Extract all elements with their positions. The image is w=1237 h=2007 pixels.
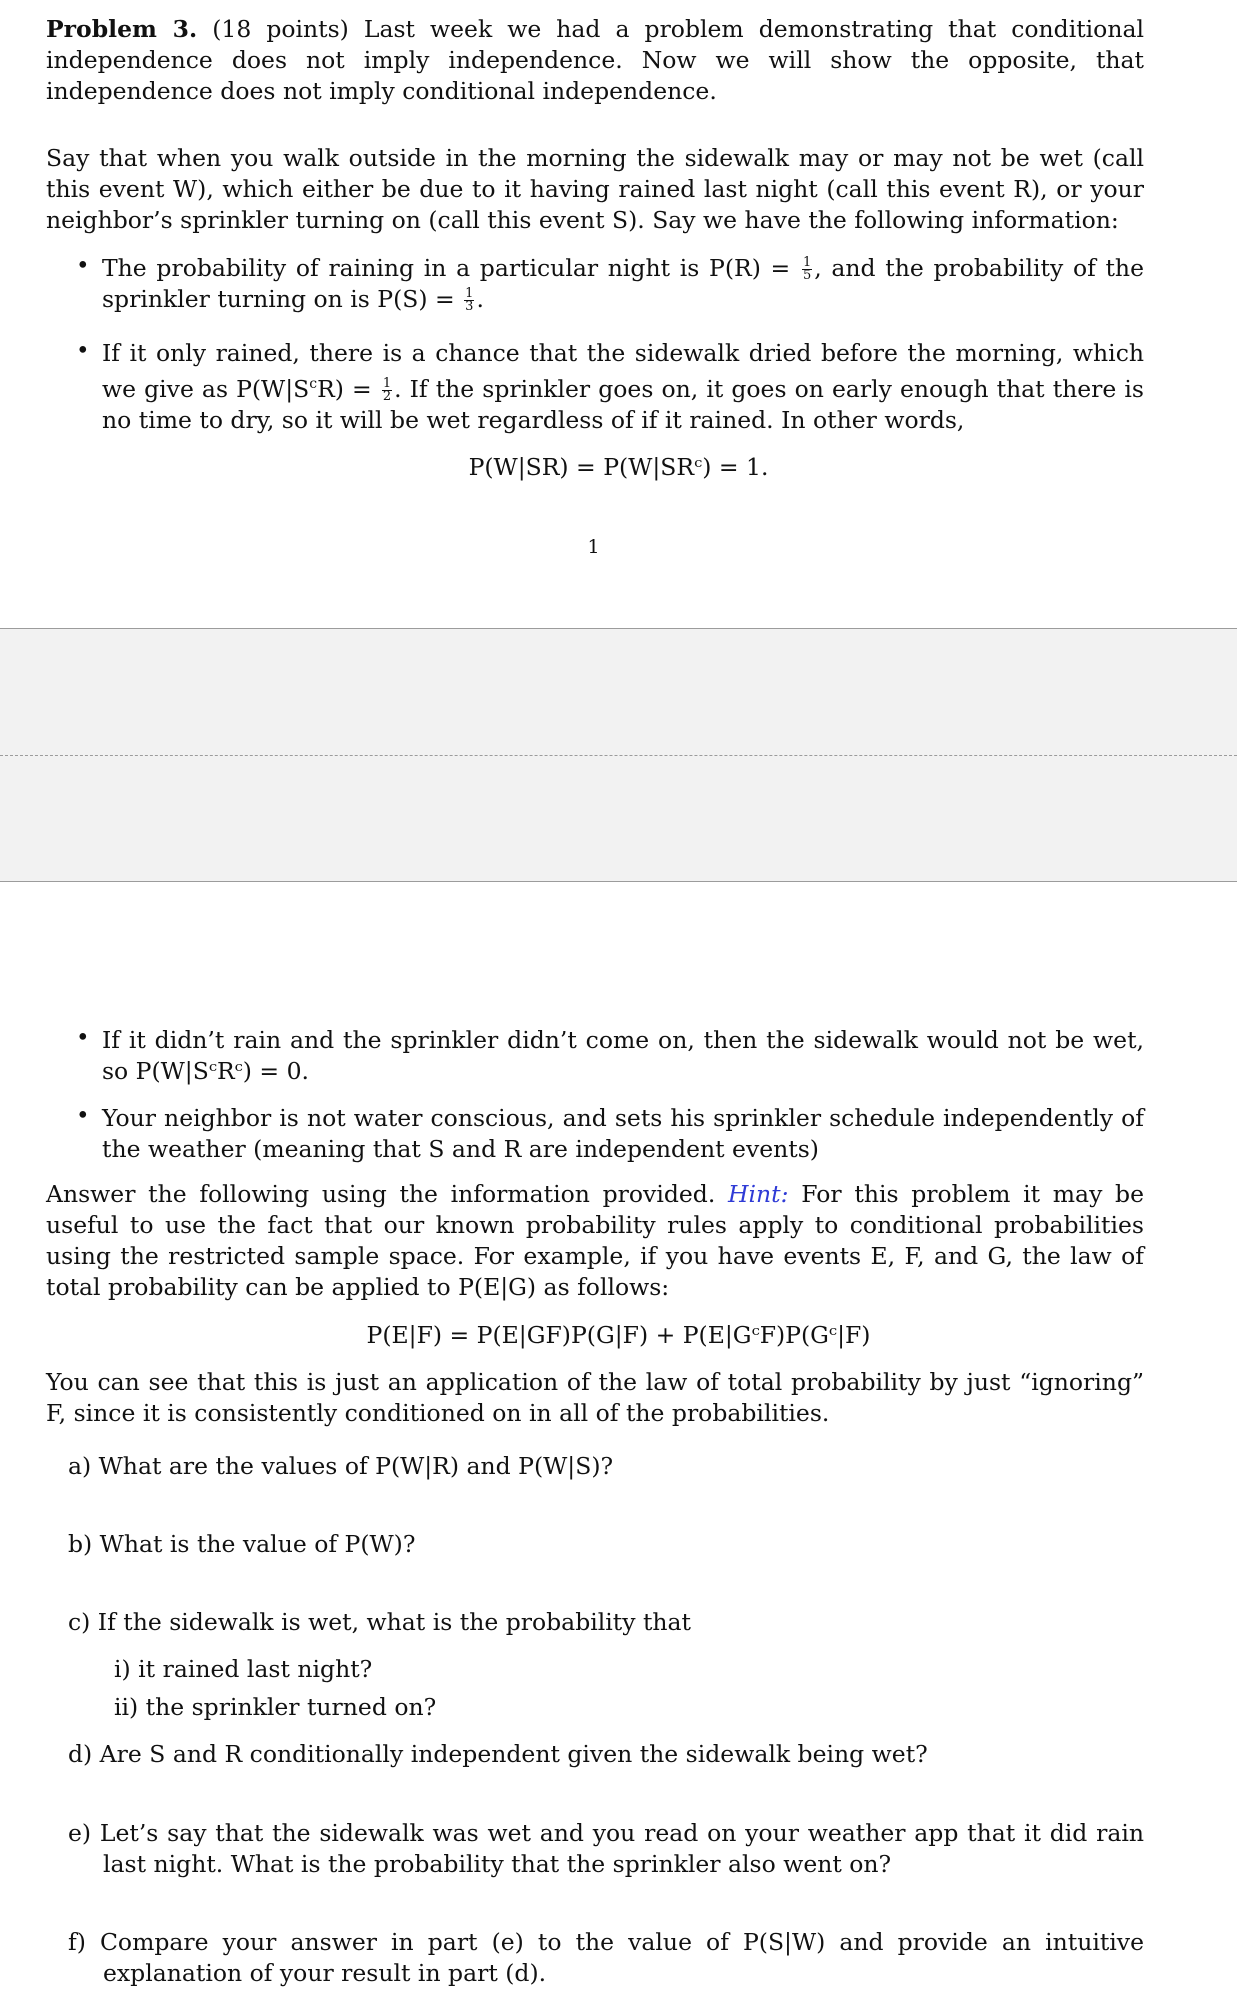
equation-total-probability: P(E|F) = P(E|GF)P(G|F) + P(E|GᶜF)P(Gᶜ|F) bbox=[366, 1321, 871, 1349]
bullet-independence: Your neighbor is not water conscious, and sets his sprinkler schedule independently of the weather (meaning that S and R are independent events) bbox=[102, 1104, 1144, 1163]
bullet-no-rain-no-sprinkler: If it didn’t rain and the sprinkler didn’t come on, then the sidewalk would not be wet, so P(W|SᶜRᶜ) = 0. bbox=[102, 1026, 1144, 1085]
equation-sprinkler: P(W|SR) = P(W|SRᶜ) = 1. bbox=[468, 453, 769, 481]
explanation-paragraph: You can see that this is just an application of the law of total probability by just “ignoring” F, since it is consistently conditioned on in all of the probabilities. bbox=[46, 1368, 1144, 1427]
page-break-dashed-line bbox=[0, 755, 1237, 756]
hint-label: Hint: bbox=[728, 1180, 789, 1208]
fraction-one-third: $\frac{1}{3}$ bbox=[465, 286, 474, 314]
answer-instructions: Answer the following using the information provided. Hint: For this problem it may be useful to use the fact that our known probability rules apply to conditional probabilities using the restricted sample space. For example, if you have events E, F, and G, the law of total probability can be applied to P(E|G) as follows: bbox=[46, 1180, 1145, 1301]
bullet-marker: • bbox=[76, 338, 90, 364]
bullet-marker: • bbox=[76, 1103, 90, 1129]
problem-intro bbox=[46, 14, 1144, 107]
problem-intro-text: Last week we had a problem demonstrating that conditional independence does not imply independence. Now we will show the opposite, that independence does not imply conditional independence. bbox=[46, 15, 1144, 105]
bullet-marker: • bbox=[76, 1025, 90, 1051]
question-f: f) Compare your answer in part (e) to the value of P(S|W) and provide an intuitive explanation of your result in part (d). bbox=[68, 1928, 1144, 1987]
fraction-one-fifth: $\frac{1}{5}$ bbox=[802, 255, 812, 283]
question-d: d) Are S and R conditionally independent given the sidewalk being wet? bbox=[68, 1740, 928, 1768]
problem-title: Problem 3. bbox=[46, 15, 198, 43]
question-a: a) What are the values of P(W|R) and P(W|S)? bbox=[68, 1452, 614, 1480]
fraction-one-half: $\frac{1}{2}$ bbox=[382, 375, 392, 404]
question-c-i: i) it rained last night? bbox=[114, 1655, 373, 1683]
question-b: b) What is the value of P(W)? bbox=[68, 1530, 416, 1558]
question-c-ii: ii) the sprinkler turned on? bbox=[114, 1693, 437, 1721]
problem-points: (18 points) bbox=[212, 15, 349, 43]
question-e: e) Let’s say that the sidewalk was wet and you read on your weather app that it did rain last night. What is the probability that the sprinkler also went on? bbox=[68, 1819, 1144, 1878]
page-number: 1 bbox=[587, 536, 600, 558]
question-c: c) If the sidewalk is wet, what is the probability that bbox=[68, 1608, 692, 1636]
bullet-probabilities: The probability of raining in a particular night is P(R) = $\frac{1}{5}$ , and the probability of the sprinkler turning on is P(S) = $\frac{1}{3}$ . bbox=[102, 254, 1144, 314]
scenario-paragraph: Say that when you walk outside in the morning the sidewalk may or may not be wet (call this event W), which either be due to it having rained last night (call this event R), or your neighbor’s sprinkler turning on (call this event S). Say we have the following information: bbox=[46, 144, 1144, 234]
bullet-rain-dry: If it only rained, there is a chance that the sidewalk dried before the morning, which we give as $P(W|S^cR)$ = $\frac{1}{2}$ . If the sprinkler goes on, it goes on early enough that there is no time to dry, so it will be wet regardless of if it rained. In other words, bbox=[102, 339, 1144, 434]
bullet-marker: • bbox=[76, 253, 90, 279]
